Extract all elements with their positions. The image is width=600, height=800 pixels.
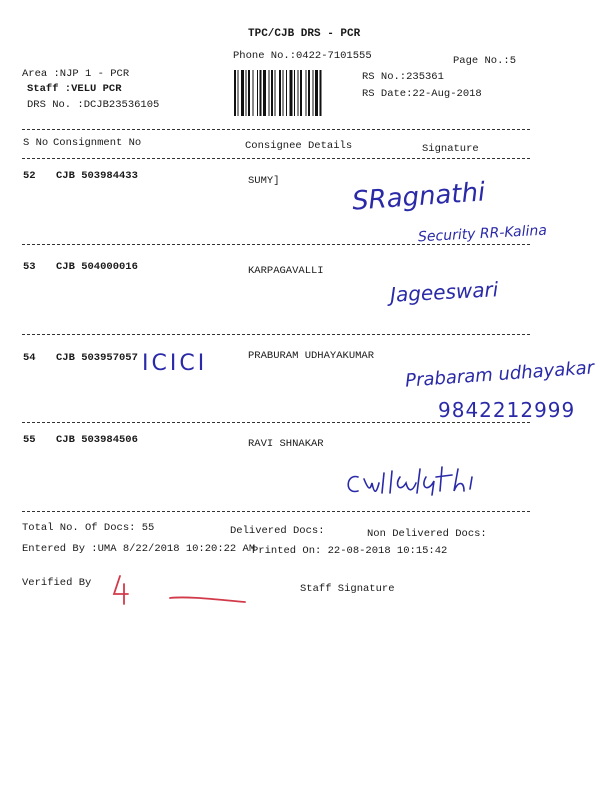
column-header-consignee: Consignee Details (245, 140, 353, 152)
divider (22, 158, 530, 159)
row-sno: 52 (23, 170, 36, 182)
rs-number: RS No.:235361 (362, 71, 444, 83)
column-header-consignment: Consignment No (53, 137, 142, 149)
delivered-docs: Delivered Docs: (230, 525, 325, 537)
verified-by-label: Verified By (22, 577, 92, 589)
printed-on: Printed On: 22-08-2018 10:15:42 (252, 545, 448, 557)
row-consignment: CJB 503984433 (56, 170, 138, 182)
rs-date: RS Date:22-Aug-2018 (362, 88, 482, 100)
row-sno: 55 (23, 434, 36, 446)
entered-by: Entered By :UMA 8/22/2018 10:20:22 AM (22, 543, 256, 555)
row-consignee: SUMY] (248, 175, 280, 187)
drs-number: DRS No. :DCJB23536105 (27, 99, 160, 111)
barcode (232, 70, 356, 116)
divider (22, 334, 530, 335)
row-consignee: PRABURAM UDHAYAKUMAR (248, 350, 375, 362)
row-consignment: CJB 503957057 (56, 352, 138, 364)
handwritten-signature: SRagnathi (351, 177, 487, 217)
non-delivered-docs: Non Delivered Docs: (367, 528, 487, 540)
row-consignment: CJB 504000016 (56, 261, 138, 273)
column-header-signature: Signature (422, 143, 479, 155)
handwritten-phone: 9842212999 (438, 398, 576, 422)
handwritten-bank-note: ICICI (142, 351, 208, 376)
row-sno: 53 (23, 261, 36, 273)
handwritten-note: Security RR-Kalina (417, 222, 548, 246)
handwritten-signature: Jageeswari (389, 277, 499, 307)
area-label: Area :NJP 1 - PCR (22, 68, 130, 80)
total-docs: Total No. Of Docs: 55 (22, 522, 155, 534)
page-number: Page No.:5 (453, 55, 517, 67)
divider (22, 244, 530, 245)
row-consignment: CJB 503984506 (56, 434, 138, 446)
row-consignee: KARPAGAVALLI (248, 265, 324, 277)
row-sno: 54 (23, 352, 36, 364)
divider (22, 422, 530, 423)
handwritten-signature: Prabaram udhayakar (404, 357, 595, 392)
phone-number: Phone No.:0422-7101555 (233, 50, 372, 62)
verifier-initials-mark (110, 570, 260, 610)
row-consignee: RAVI SHNAKAR (248, 438, 324, 450)
divider (22, 511, 530, 512)
divider (22, 129, 530, 130)
document-title: TPC/CJB DRS - PCR (248, 28, 361, 40)
staff-label: Staff :VELU PCR (27, 83, 122, 95)
staff-signature-label: Staff Signature (300, 583, 395, 595)
column-header-sno: S No (23, 137, 49, 149)
handwritten-signature-mark (340, 455, 490, 505)
